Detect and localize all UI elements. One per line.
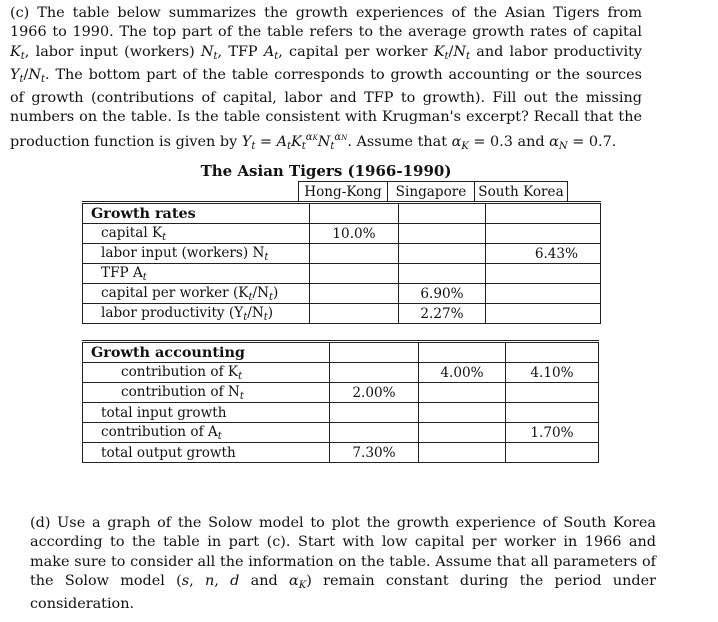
cell-value[interactable] xyxy=(419,443,506,463)
cell-value[interactable] xyxy=(486,264,601,284)
cell-value[interactable] xyxy=(419,423,506,443)
growth-rates-table xyxy=(82,201,601,324)
cell-value[interactable] xyxy=(310,284,399,304)
column-header-singapore: Singapore xyxy=(388,182,475,202)
cell-value[interactable] xyxy=(330,403,419,423)
part-c-paragraph: (c) The table below summarizes the growth experiences of the Asian Tigers from 1966 to 1990. The top part of the table refers to the average growth rates of capital $K_t$, labor input (workers) $N_t$, TFP $A_t$, capital per worker $K_t/N_t$ and labor productivity $Y_t/N_t$. The bottom part of the table corresponds to growth accounting or the sources of growth (contributions of capital, labor and TFP to growth). Fill out the missing numbers on the table. Is the table consistent with Krugman's excerpt? Recall that the production function is given by $Y_t = A_tK_t^{\alpha K}N_t^{\alpha N}$. Assume that $\alpha_K = 0.3$ and $\alpha_N = 0.7$. xyxy=(10,5,642,152)
column-header-south-korea: South Korea xyxy=(475,182,568,202)
cell-value[interactable] xyxy=(310,304,399,324)
table-row: labor productivity $(Y_t/N_t)$ 2.27% xyxy=(83,304,601,324)
table-row: labor input (workers) $N_t$ 6.43% xyxy=(83,244,601,264)
cell-value[interactable] xyxy=(310,244,399,264)
cell-value[interactable] xyxy=(310,264,399,284)
cell-value[interactable]: 4.10% xyxy=(506,363,599,383)
table-row: contribution of $K_t$ 4.00% 4.10% xyxy=(83,363,599,383)
table-row: contribution of $A_t$ 1.70% xyxy=(83,423,599,443)
cell-value[interactable]: 10.0% xyxy=(310,224,399,244)
cell-value[interactable] xyxy=(399,244,486,264)
table-row: total input growth xyxy=(83,403,599,423)
growth-accounting-table xyxy=(82,340,599,463)
cell-value[interactable] xyxy=(486,284,601,304)
table-row: total output growth 7.30% xyxy=(83,443,599,463)
cell-value[interactable] xyxy=(506,383,599,403)
cell-value[interactable]: 4.00% xyxy=(419,363,506,383)
cell-value[interactable] xyxy=(506,403,599,423)
cell-value[interactable] xyxy=(486,304,601,324)
column-header-hong-kong: Hong-Kong xyxy=(299,182,388,202)
table-row: capital $K_t$ 10.0% xyxy=(83,224,601,244)
cell-value[interactable] xyxy=(330,423,419,443)
table-title: The Asian Tigers (1966-1990) xyxy=(200,162,452,180)
cell-value[interactable] xyxy=(330,363,419,383)
growth-accounting-heading: Growth accounting xyxy=(83,342,330,363)
table-row: capital per worker $(K_t/N_t)$ 6.90% xyxy=(83,284,601,304)
cell-value[interactable] xyxy=(419,403,506,423)
table-header xyxy=(82,181,568,202)
cell-value[interactable]: 7.30% xyxy=(330,443,419,463)
cell-value[interactable] xyxy=(419,383,506,403)
cell-value[interactable]: 6.43% xyxy=(486,244,601,264)
cell-value[interactable] xyxy=(399,264,486,284)
cell-value[interactable]: 1.70% xyxy=(506,423,599,443)
table-row: contribution of $N_t$ 2.00% xyxy=(83,383,599,403)
cell-value[interactable] xyxy=(399,224,486,244)
cell-value[interactable] xyxy=(506,443,599,463)
cell-value[interactable] xyxy=(486,224,601,244)
cell-value[interactable]: 6.90% xyxy=(399,284,486,304)
part-d-paragraph: (d) Use a graph of the Solow model to plot the growth experience of South Korea according to the table in part (c). Start with low capital per worker in 1966 and make sure to consider all the information on the table. Assume that all parameters of the Solow model (s, n, d and $\alpha_K$) remain constant during the period under consideration. xyxy=(30,515,656,613)
cell-value[interactable]: 2.27% xyxy=(399,304,486,324)
table-row: TFP $A_t$ xyxy=(83,264,601,284)
cell-value[interactable]: 2.00% xyxy=(330,383,419,403)
growth-rates-heading: Growth rates xyxy=(83,203,310,224)
